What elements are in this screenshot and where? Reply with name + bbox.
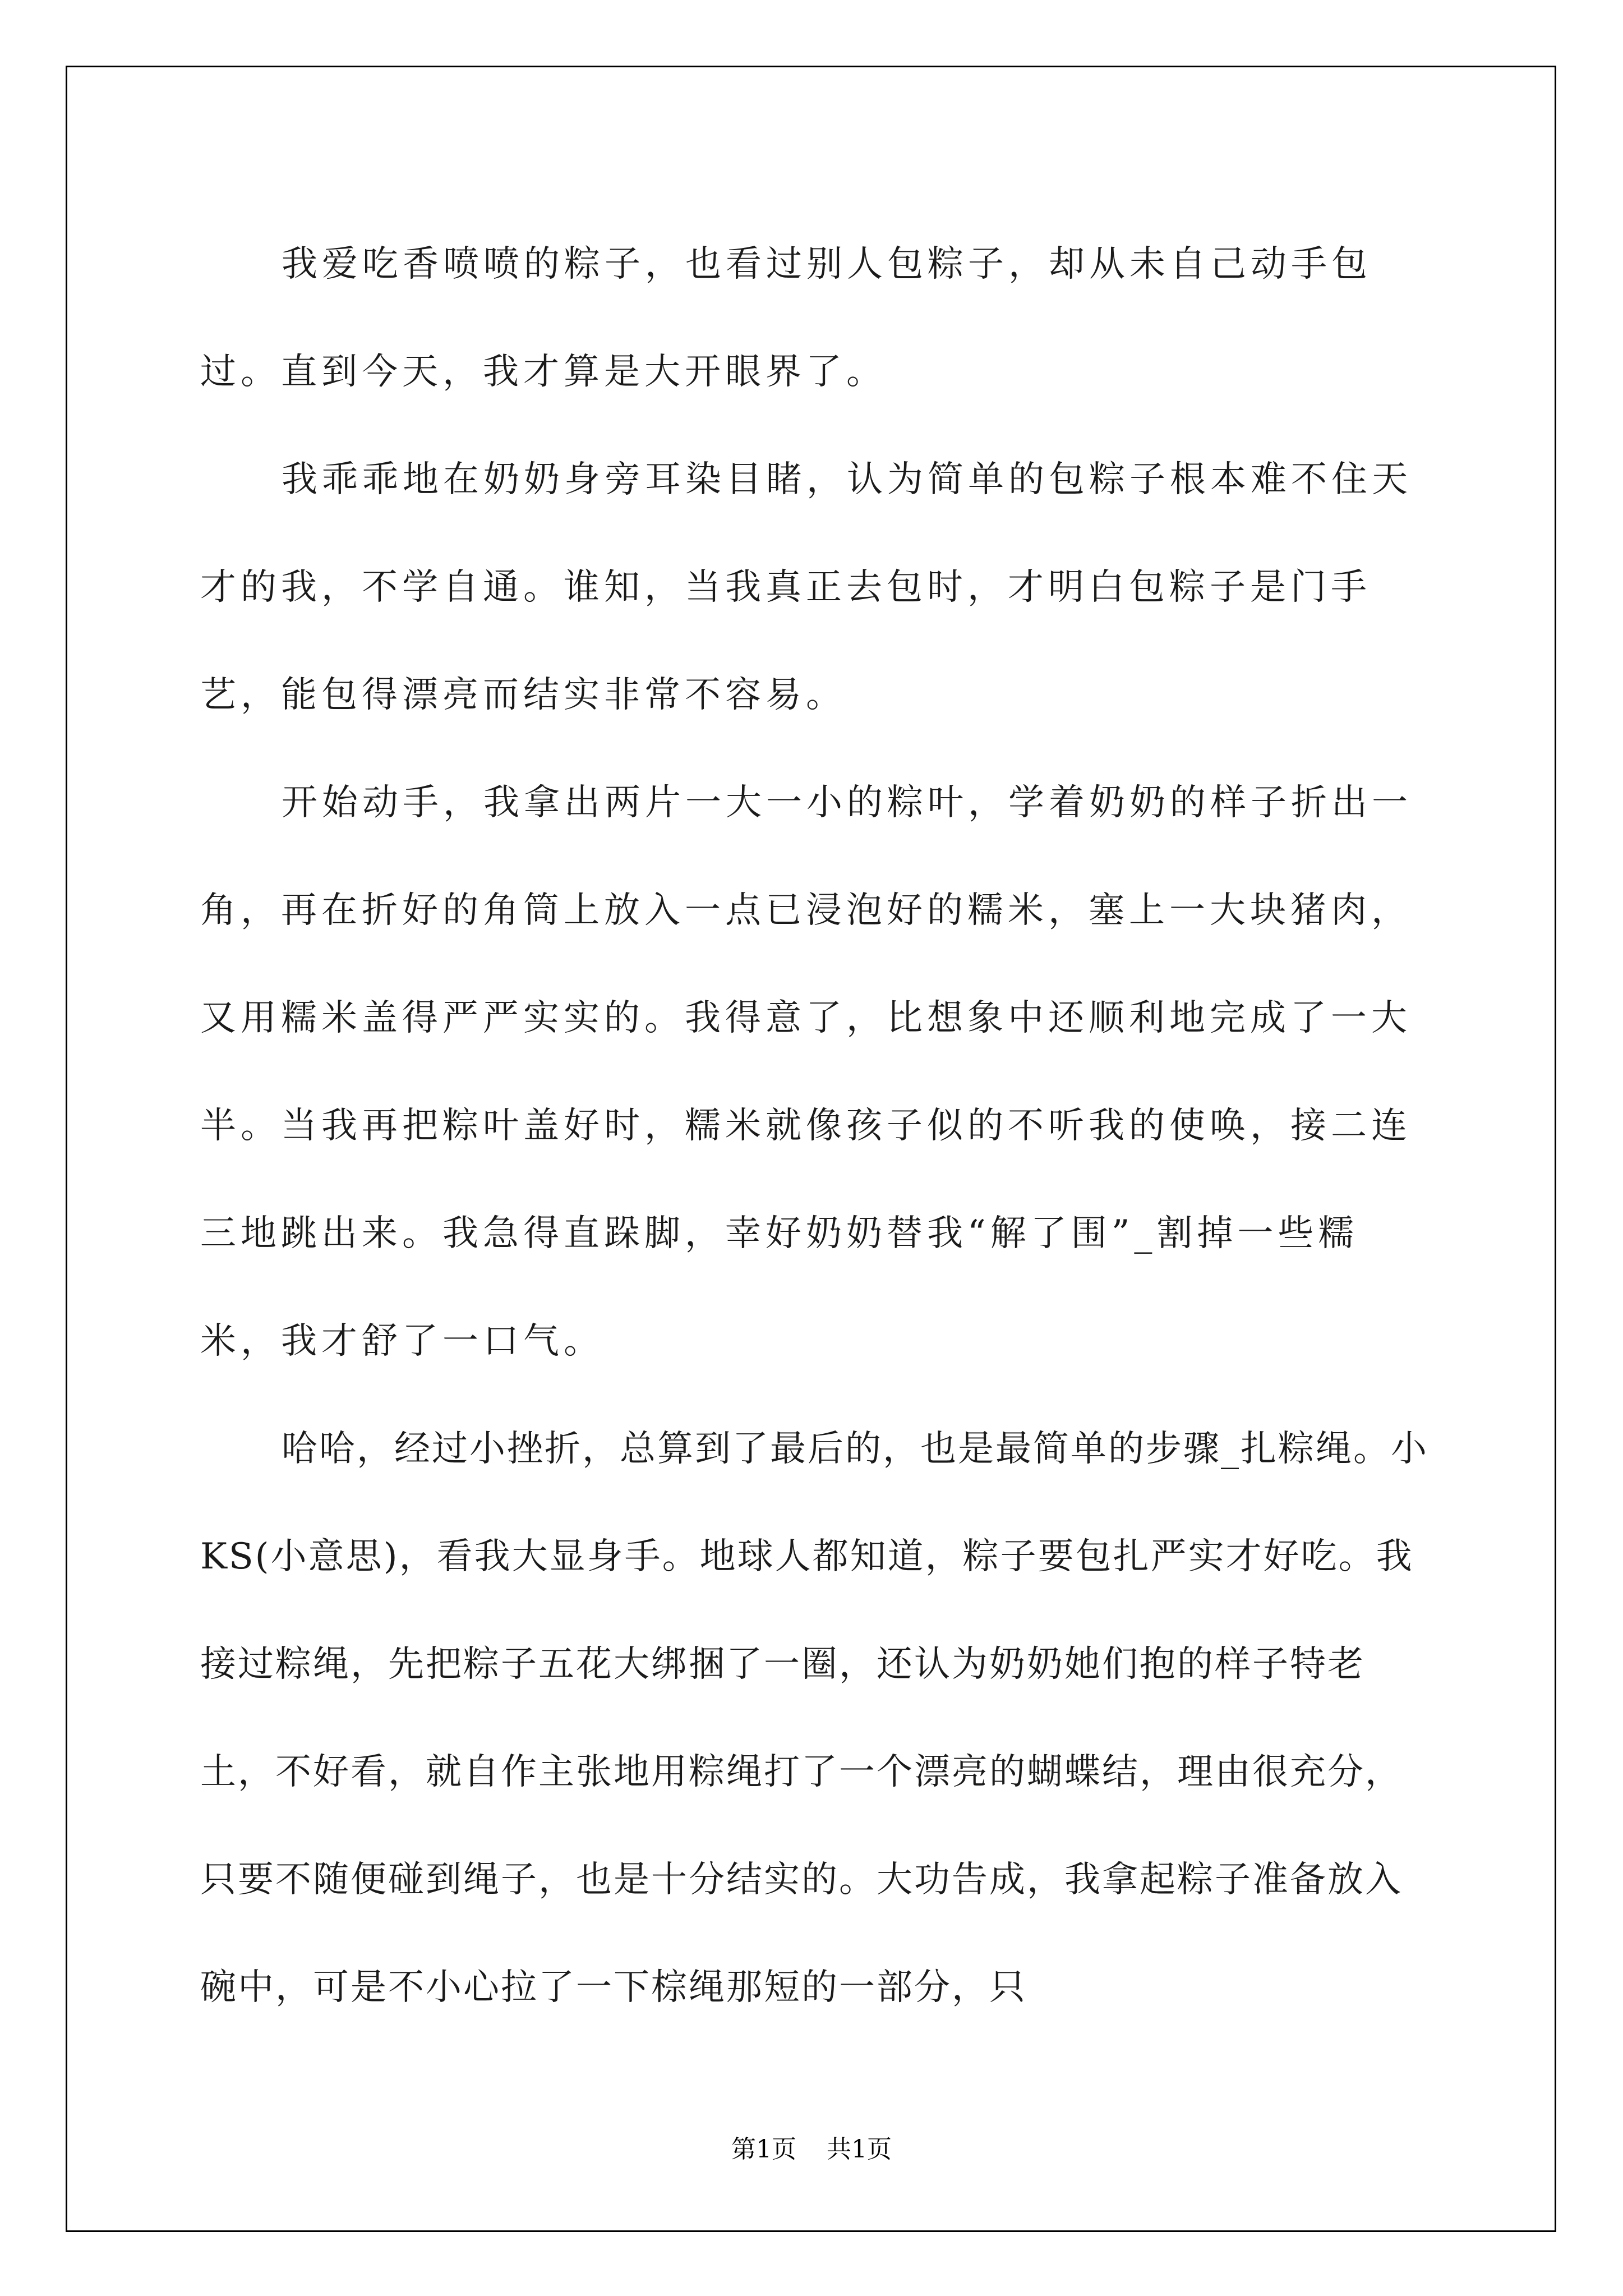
paragraph-1: 我爱吃香喷喷的粽子，也看过别人包粽子，却从未自己动手包过。直到今天，我才算是大开眼界了。 <box>200 243 1372 393</box>
page-footer <box>0 2129 1623 2165</box>
page-number: 第1页 <box>731 2135 796 2164</box>
paragraph-4: 哈哈，经过小挫折，总算到了最后的，也是最简单的步骤_扎粽绳。小KS(小意思)，看我大显身手。地球人都知道，粽子要包扎严实才好吃。我接过粽绳，先把粽子五花大绑捆了一圈，还认为奶奶她们抱的样子特老土，不好看，就自作主张地用粽绳打了一个漂亮的蝴蝶结，理由很充分，只要不随便碰到绳子，也是十分结实的。大功告成，我拿起粽子准备放入碗中，可是不小心拉了一下棕绳那短的一部分，只 <box>200 1428 1428 2008</box>
document-body <box>200 210 1434 2041</box>
paragraph-2: 我乖乖地在奶奶身旁耳染目睹，认为简单的包粽子根本难不住天才的我，不学自通。谁知，当我真正去包时，才明白包粽子是门手艺，能包得漂亮而结实非常不容易。 <box>200 459 1412 716</box>
page-total: 共1页 <box>827 2135 892 2164</box>
paragraph-3: 开始动手，我拿出两片一大一小的粽叶，学着奶奶的样子折出一角，再在折好的角筒上放入一点已浸泡好的糯米，塞上一大块猪肉，又用糯米盖得严严实实的。我得意了，比想象中还顺利地完成了一大半。当我再把粽叶盖好时，糯米就像孩子似的不听我的使唤，接二连三地跳出来。我急得直跺脚，幸好奶奶替我“解了围”_割掉一些糯米，我才舒了一口气。 <box>200 782 1412 1362</box>
